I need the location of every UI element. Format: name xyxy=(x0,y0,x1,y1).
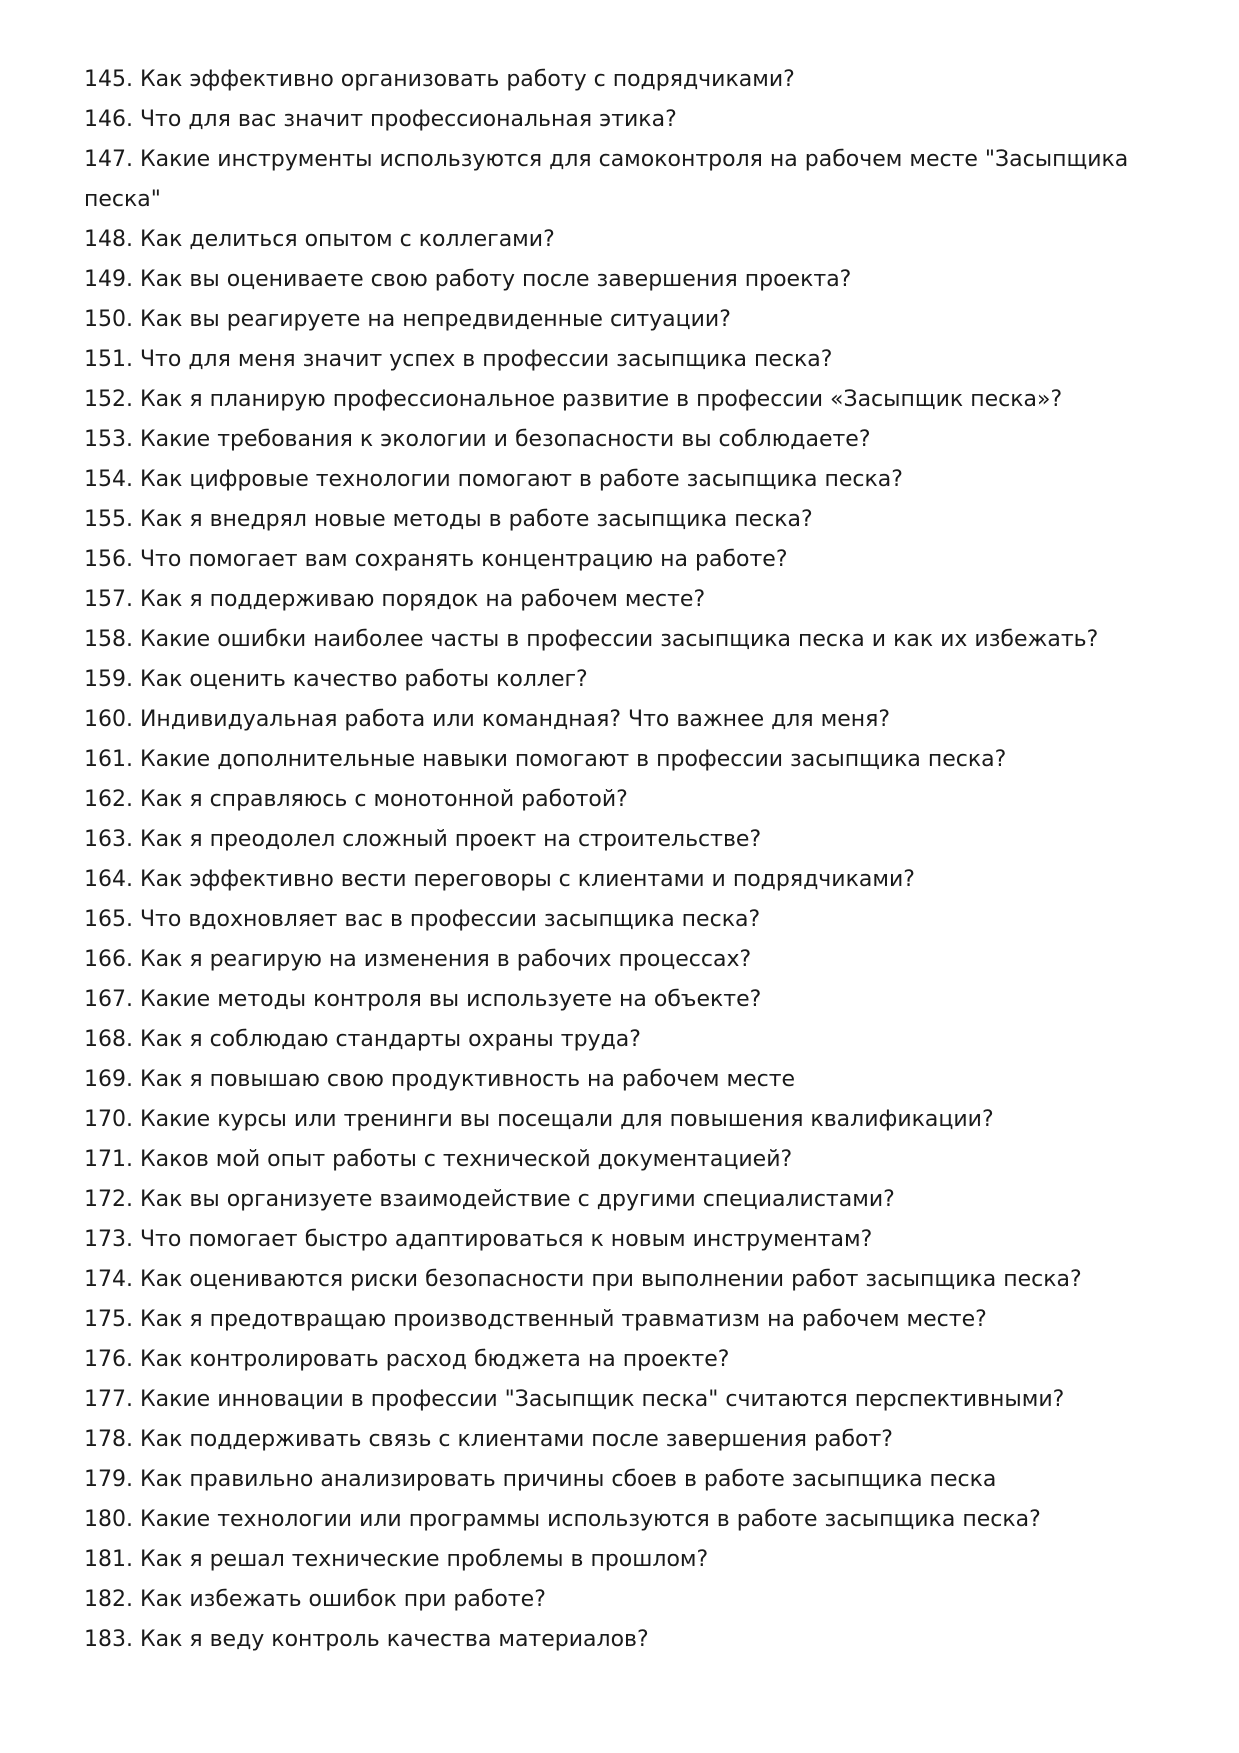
list-item: 179. Как правильно анализировать причины сбоев в работе засыпщика песка xyxy=(84,1467,997,1492)
list-item: 171. Каков мой опыт работы с технической документацией? xyxy=(84,1147,793,1172)
list-item: 146. Что для вас значит профессиональная этика? xyxy=(84,107,677,132)
list-item: 178. Как поддерживать связь с клиентами после завершения работ? xyxy=(84,1427,893,1452)
list-item: 166. Как я реагирую на изменения в рабочих процессах? xyxy=(84,947,752,972)
list-item: 148. Как делиться опытом с коллегами? xyxy=(84,227,555,252)
list-item: 183. Как я веду контроль качества материалов? xyxy=(84,1627,649,1652)
question-list xyxy=(84,60,1164,1660)
list-item: 145. Как эффективно организовать работу с подрядчиками? xyxy=(84,67,795,92)
list-item: 174. Как оцениваются риски безопасности при выполнении работ засыпщика песка? xyxy=(84,1267,1082,1292)
list-item: 180. Какие технологии или программы используются в работе засыпщика песка? xyxy=(84,1507,1041,1532)
list-item: 153. Какие требования к экологии и безопасности вы соблюдаете? xyxy=(84,427,871,452)
list-item: 177. Какие инновации в профессии "Засыпщик песка" считаются перспективными? xyxy=(84,1387,1065,1412)
list-item: 163. Как я преодолел сложный проект на строительстве? xyxy=(84,827,762,852)
list-item: 165. Что вдохновляет вас в профессии засыпщика песка? xyxy=(84,907,761,932)
list-item: 169. Как я повышаю свою продуктивность на рабочем месте xyxy=(84,1067,796,1092)
list-item: 168. Как я соблюдаю стандарты охраны труда? xyxy=(84,1027,641,1052)
list-item: 167. Какие методы контроля вы используете на объекте? xyxy=(84,987,762,1012)
list-item: 158. Какие ошибки наиболее часты в профессии засыпщика песка и как их избежать? xyxy=(84,627,1099,652)
list-item: 181. Как я решал технические проблемы в прошлом? xyxy=(84,1547,709,1572)
list-item: 161. Какие дополнительные навыки помогают в профессии засыпщика песка? xyxy=(84,747,1007,772)
list-item: 157. Как я поддерживаю порядок на рабочем месте? xyxy=(84,587,706,612)
list-item: 173. Что помогает быстро адаптироваться к новым инструментам? xyxy=(84,1227,873,1252)
list-item: 156. Что помогает вам сохранять концентрацию на работе? xyxy=(84,547,788,572)
list-item: 176. Как контролировать расход бюджета на проекте? xyxy=(84,1347,730,1372)
list-item: 154. Как цифровые технологии помогают в работе засыпщика песка? xyxy=(84,467,903,492)
list-item: 159. Как оценить качество работы коллег? xyxy=(84,667,588,692)
list-item: 164. Как эффективно вести переговоры с клиентами и подрядчиками? xyxy=(84,867,915,892)
list-item: 152. Как я планирую профессиональное развитие в профессии «Засыпщик песка»? xyxy=(84,387,1063,412)
list-item: 175. Как я предотвращаю производственный травматизм на рабочем месте? xyxy=(84,1307,987,1332)
list-item: 147. Какие инструменты используются для самоконтроля на рабочем месте "Засыпщика песка" xyxy=(84,147,1129,212)
list-item: 170. Какие курсы или тренинги вы посещали для повышения квалификации? xyxy=(84,1107,994,1132)
list-item: 172. Как вы организуете взаимодействие с другими специалистами? xyxy=(84,1187,895,1212)
list-item: 150. Как вы реагируете на непредвиденные ситуации? xyxy=(84,307,731,332)
list-item: 182. Как избежать ошибок при работе? xyxy=(84,1587,546,1612)
list-item: 160. Индивидуальная работа или командная? Что важнее для меня? xyxy=(84,707,891,732)
list-item: 162. Как я справляюсь с монотонной работой? xyxy=(84,787,628,812)
list-item: 155. Как я внедрял новые методы в работе засыпщика песка? xyxy=(84,507,813,532)
list-item: 151. Что для меня значит успех в профессии засыпщика песка? xyxy=(84,347,833,372)
list-item: 149. Как вы оцениваете свою работу после завершения проекта? xyxy=(84,267,852,292)
